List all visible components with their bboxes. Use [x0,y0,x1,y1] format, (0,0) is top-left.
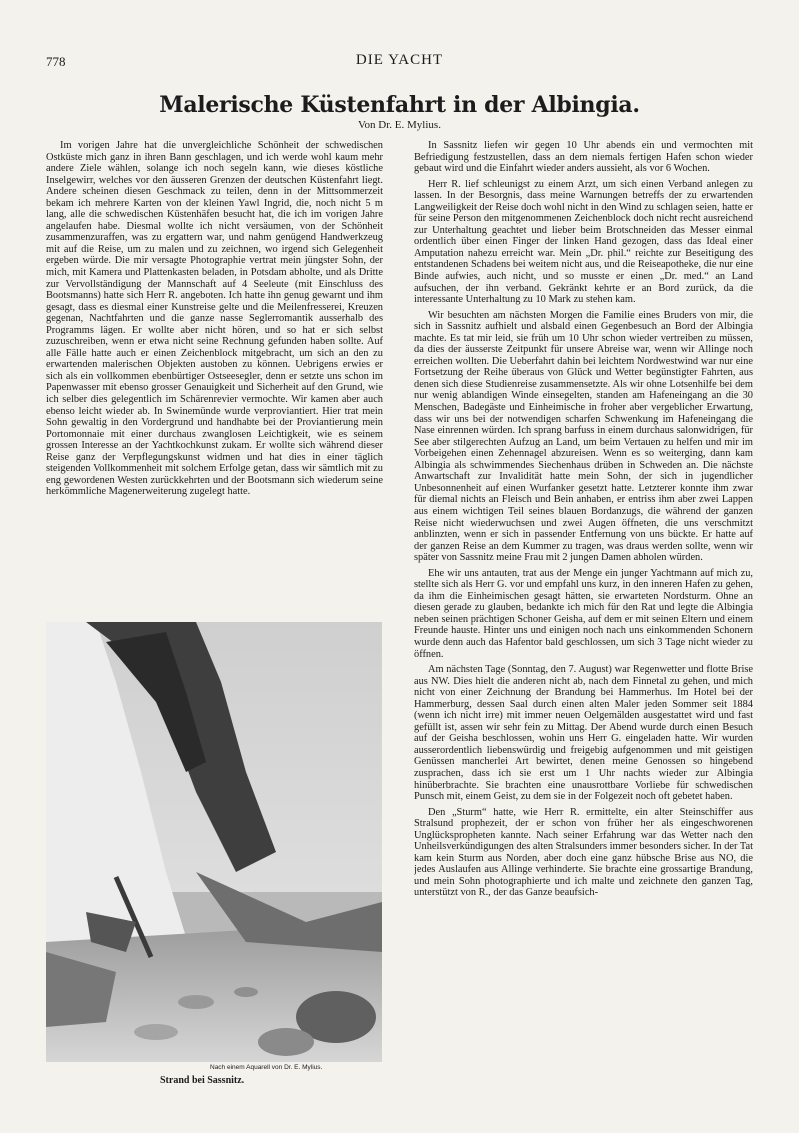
paragraph: Im vorigen Jahre hat die unvergleichliche Schönheit der schwedischen Ostküste mich ganz in ihren Bann geschlagen, und ich werde wohl kaum mehr andere Ziele wählen, solange ich noch segeln kann, wie dieses köstliche Inselgewirr, welches vor den äusseren Grenzen der deutschen Küstenfahrt liegt. Andere scheinen diesen Geschmack zu teilen, denn in der Mittsommerzeit bekam ich mehrere Karten von der kleinen Yawl Ingrid, die, noch nicht 5 m lang, alle die schwedischen Küstenhäfen besucht hat, die ich im vorigen Jahre angelaufen habe. Diesmal wollte ich nicht versäumen, von der Schönheit zusammenzuraffen, was zu ergattern war, und nahm genügend Handwerkzeug mit auf die Reise, um zu malen und zu zeichnen, wo irgend sich Gelegenheit ergeben würde. Die mir versagte Photographie vertrat mein jüngster Sohn, der mich, mit Kamera und Plattenkasten beladen, in Potsdam abholte, und als Dritte zur Vervollständigung der Mannschaft auf 4 Seeleute (mit Einschluss des Bootsmanns) hatte sich Herr R. angeboten. Ich hatte ihn genug gewarnt und ihm gesagt, dass es diesmal einer Kunstreise gelte und die Meilenfresserei, Kreuzen gegenan, Nachtfahrten und die ganze nasse Seglerromantik ausserhalb des Programms lägen. Er wollte aber nicht hören, und so hat er sich selbst zuzuschreiben, wenn er etwa nicht seine Rechnung gefunden haben sollte. Auf alle Fälle hatte auch er einen Zeichenblock mitgebracht, um sich an den zu erwartenden malerischen Objekten austoben zu können. Uebrigens erwies er sich als ein vollkommen ebenbürtiger Ostseesegler, denn er setzte uns schon im Papenwasser mit ebenso grosser Genauigkeit und Sicherheit auf den Grund, wie ich selber dies gelegentlich im Schärenrevier vermochte. Wir kamen aber auch ebenso leicht wieder ab. In Swinemünde wurde verproviantiert. Hier trat mein Sohn gewaltig in den Vordergrund und handhabte bei der Proviantierung mein Portomonnaie mit einer durchaus zwanglosen Leichtigkeit, wie es seinem grossen Interesse an der Yachtkochkunst zukam. Er wollte sich während dieser Reise ganz der Verpflegungskunst widmen und hat dies in einer täglich steigenden Vollkommenheit mit solchem Erfolge getan, dass wir sämtlich mit zu eng gewordenen Westen zurückkehrten und der Bootsmann sich wiederum seine herkömmliche Magenerweiterung zugelegt hatte. [46,140,383,498]
running-title: DIE YACHT [355,52,444,68]
figure-caption: Strand bei Sassnitz. [160,1075,245,1086]
watercolor-illustration [46,622,382,1062]
paragraph: In Sassnitz liefen wir gegen 10 Uhr abends ein und vermochten mit Befriedigung festzustellen, dass an dem niemals fertigen Hafen schon wieder gebaut wird und die Einfahrt wieder anders aussieht, als vor 6 Wochen. [414,140,753,175]
paragraph: Den „Sturm“ hatte, wie Herr R. ermittelte, ein alter Steinschiffer aus Stralsund prophezeit, der er schon von früher her als eingeschworenen Unglückspropheten kannte. Nach seiner Erfahrung war das Wetter nach den Unheilsverkündigungen des alten Stralsunders immer besonders sicher. In der Tat kam kein Sturm aus Norden, aber doch eine ganz hübsche Brise aus NO, die jedes Auslaufen aus Allinge verhinderte. Sie brachte eine grossartige Brandung, und mein Sohn photographierte und ich malte und zeichnete den ganzen Tag, unterstützt von R., der das Ganze beaufsich- [414,806,753,899]
article-title: Malerische Küstenfahrt in der Albingia. [159,92,640,118]
beach-cliff-image [46,622,382,1062]
page-number: 778 [46,54,66,69]
left-column [46,140,383,498]
paragraph: Am nächsten Tage (Sonntag, den 7. August) war Regenwetter und flotte Brise aus NW. Dies hielt die anderen nicht ab, nach dem Finnetal zu gehen, und mich nicht von einer Zeichnung der Brandung bei Hammerhus. Im Hotel bei der Hammerburg, dessen Saal durch einen alten Maler jeden Sommer seit 1884 (wenn ich nicht irre) mit immer neuen Oelgemälden ausgestattet wird und fast gefüllt ist, assen wir sehr fein zu Mittag. Der Abend wurde durch einen Besuch auf der Geisha beschlossen, wohin uns Herr G. eingeladen hatte. Wir wurden ausserordentlich liebenswürdig und freigebig aufgenommen und mit geistigen Genüssen mancherlei Art bewirtet, denen meine Genossen so hingebend zusprachen, dass ich sie erst um 1 Uhr nachts wieder zur Albingia hinüberbrachte. Sie brachten eine unausrottbare Vorliebe für schwedischen Punsch mit, einem Geist, zu dem sie in der Folgezeit noch oft gebetet haben. [414,664,753,803]
paragraph: Ehe wir uns antauten, trat aus der Menge ein junger Yachtmann auf mich zu, stellte sich als Herr G. vor und empfahl uns kurz, in den inneren Hafen zu gehen, da ihm die Einheimischen gesagt hätten, sie erwarteten Nordsturm. Ohne an diesen gerade zu glauben, bedankte ich mich für den Rat und legte die Albingia neben seinen prächtigen Schoner Geisha, auf dem er mit seinen Eltern und einem Freunde hauste. Hinter uns und einigen noch nach uns einkommenden Schonern wurde denn auch das Hafentor bald geschlossen, um sich 3 Tage nicht wieder zu öffnen. [414,567,753,660]
right-column [414,140,753,1100]
article-byline: Von Dr. E. Mylius. [358,119,441,131]
figure-credit: Nach einem Aquarell von Dr. E. Mylius. [210,1064,323,1071]
paragraph: Herr R. lief schleunigst zu einem Arzt, um sich einen Verband anlegen zu lassen. In der Besorgnis, dass meine Warnungen betreffs der zu erwartenden Langweiligkeit der Reise doch wohl nicht in den Wind zu schlagen seien, hatte er für seine Person den mitgenommenen Zeichenblock doch nicht recht ausreichend zur Unterhaltung geachtet und lieber beim Brotschneiden das Messer einmal ordentlich über einen Finger der linken Hand gezogen, dass das Ideal einer Amputation nahezu erreicht war. Mein „Dr. phil.“ reichte zur Beseitigung des entstandenen Schadens bei weitem nicht aus, und die Reiseapotheke, die nur eine Binde aufwies, auch nicht, und so musste er einen „Dr. med.“ an Land aufsuchen, der ihn verband. Gekränkt kehrte er an Bord zurück, da die interessante Unterhaltung zu 10 Mark zu stehen kam. [414,178,753,306]
page-header [46,52,753,74]
paragraph: Wir besuchten am nächsten Morgen die Familie eines Bruders von mir, die sich in Sassnitz aufhielt und alsbald einen Gegenbesuch an Bord der Albingia machte. Es tat mir leid, sie früh um 10 Uhr schon wieder vertreiben zu müssen, da dies der äusserste Zeitpunkt für unsere Abreise war, wenn wir Allinge noch erreichen wollten. Die Ueberfahrt dahin bei leichtem Nordwestwind war nur eine Fortsetzung der Reihe überaus von Glück und Wetter begünstigter Fahrten, aus denen sich diese Studienreise zusammensetzte. Als wir ohne Lotsenhilfe bei dem nur wenig ablandigen Winde einsegelten, standen am Hafeneingang an die 30 Menschen, Badegäste und Einheimische in froher aber vergeblicher Erwartung, dass wir uns bei der notwendigen scharfen Schwenkung im Hafeneingang die Nase einrennen würden. Ich sprang barfuss in einem durchaus salonwidrigen, für See aber stilgerechten Aufzug an Land, um beim Vertauen zu helfen und mir im Vorbeigehen einen Zehennagel abzureisen. Wenn es so weiterging, dann kam Albingia als schwimmendes Siechenhaus drüben in Schweden an. Die nächste Anwartschaft zur Invalidität hatte mein Sohn, der sich in jugendlicher Unbesonnenheit auf einen Wurfanker gesetzt hatte. Letzterer konnte ihm zwar für diemal nichts an Fleisch und Bein anhaben, er entriss ihm aber zwei Lappen aus einem wichtigen Teil seines blauen Bordanzugs, die während der ganzen Reise nicht wiederwuchsen und zwei Augen öffneten, die uns verschmitzt anblinzten, wenn er sich in passender Entfernung von uns bückte. Er hatte auf der ganzen Reise an dem Kummer zu tragen, was draus werden sollte, wenn wir später von Sassnitz meine Frau mit 2 jungen Damen abholen würden. [414,309,753,564]
